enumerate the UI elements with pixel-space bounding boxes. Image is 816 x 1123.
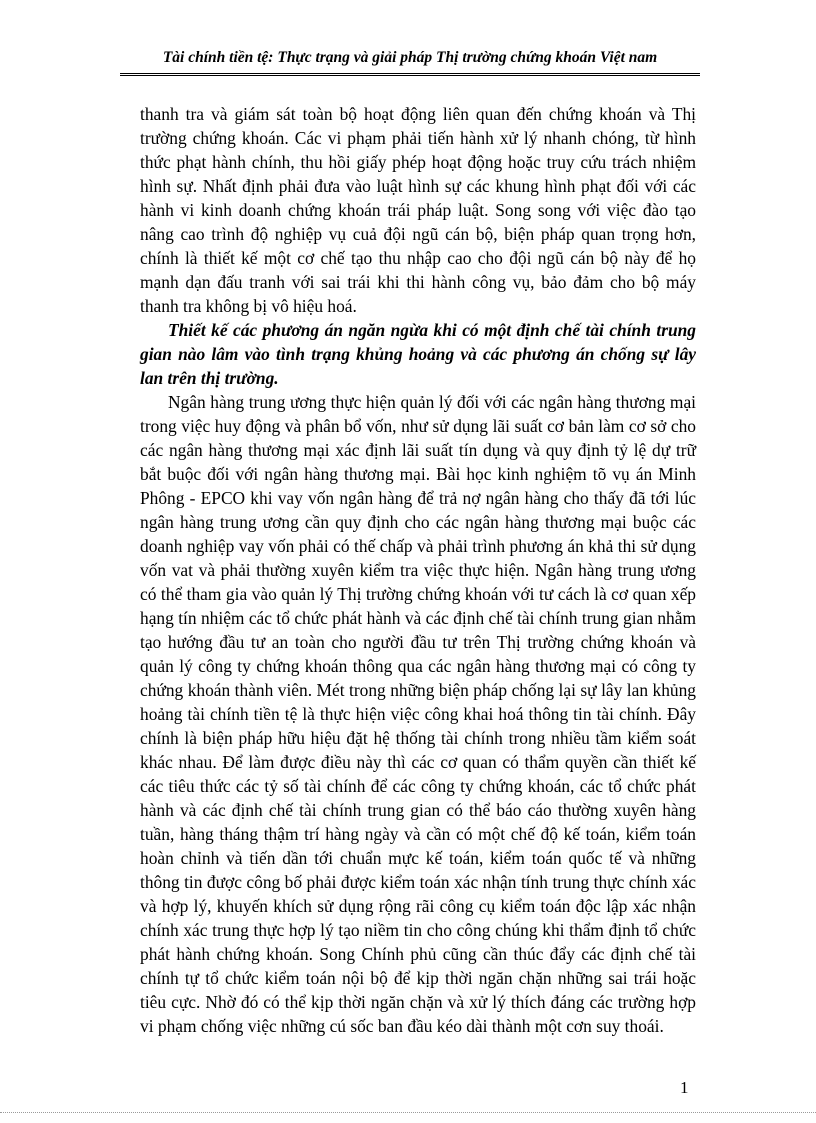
page-bottom-border — [0, 1112, 816, 1113]
document-body — [140, 102, 696, 1038]
section-heading: Thiết kế các phương án ngăn ngừa khi có một định chế tài chính trung gian nào lâm vào tình trạng khủng hoảng và các phương án chống sự lây lan trên thị trường. — [140, 320, 696, 388]
page-number: 1 — [680, 1078, 689, 1097]
running-header: Tài chính tiền tệ: Thực trạng và giải pháp Thị trường chứng khoán Việt nam — [120, 48, 700, 76]
paragraph-continuation: thanh tra và giám sát toàn bộ hoạt động liên quan đến chứng khoán và Thị trường chứng khoán. Các vi phạm phải tiến hành xử lý nhanh chóng, từ hình thức phạt hành chính, thu hồi giấy phép hoạt động hoặc truy cứu trách nhiệm hình sự. Nhất định phải đưa vào luật hình sự các khung hình phạt đối với các hành vi kinh doanh chứng khoán trái pháp luật. Song song với việc đào tạo nâng cao trình độ nghiệp vụ cuả đội ngũ cán bộ, biện pháp quan trọng hơn, chính là thiết kế một cơ chế tạo thu nhập cao cho đội ngũ cán bộ này để họ mạnh dạn đấu tranh với sai trái khi thi hành công vụ, bảo đảm cho bộ máy thanh tra không bị vô hiệu hoá. — [140, 104, 696, 316]
paragraph-central-bank: Ngân hàng trung ương thực hiện quản lý đối với các ngân hàng thương mại trong việc huy động và phân bổ vốn, như sử dụng lãi suất cơ bản làm cơ sở cho các ngân hàng thương mại xác định lãi suất tín dụng và quy định tỷ lệ dự trữ bắt buộc đối với ngân hàng thương mại. Bài học kinh nghiệm tõ vụ án Minh Phông - EPCO khi vay vốn ngân hàng để trả nợ ngân hàng cho thấy đã tới lúc ngân hàng trung ương cần quy định cho các ngân hàng thương mại buộc các doanh nghiệp vay vốn phải có thế chấp và phải trình phương án khả thi sử dụng vốn vat và phải thường xuyên kiểm tra việc thực hiện. Ngân hàng trung ương có thể tham gia vào quản lý Thị trường chứng khoán với tư cách là cơ quan xếp hạng tín nhiệm các tổ chức phát hành và các định chế tài chính trung gian nhằm tạo hướng đầu tư an toàn cho người đầu tư trên Thị trường chứng khoán và quản lý công ty chứng khoán thông qua các ngân hàng thương mại có công ty chứng khoán thành viên. Mét trong những biện pháp chống lại sự lây lan khủng hoảng tài chính tiền tệ là thực hiện việc công khai hoá thông tin tài chính. Đây chính là biện pháp hữu hiệu đặt hệ thống tài chính trong nhiều tầm kiểm soát khác nhau. Để làm được điều này thì các cơ quan có thẩm quyền cần thiết kế các tiêu thức các tỷ số tài chính để các công ty chứng khoán, các tổ chức phát hành và các định chế tài chính trung gian có thể báo cáo thường xuyên hàng tuần, hàng tháng thậm trí hàng ngày và cần có một chế độ kế toán, kiểm toán hoàn chỉnh và tiến dần tới chuẩn mực kế toán, kiểm toán quốc tế và những thông tin được công bố phải được kiểm toán xác nhận tính trung thực chính xác và hợp lý, khuyến khích sử dụng rộng rãi công cụ kiểm toán độc lập xác nhận chính xác trung thực hợp lý tạo niềm tin cho công chúng khi thẩm định tổ chức phát hành chứng khoán. Song Chính phủ cũng cần thúc đẩy các định chế tài chính tự tổ chức kiểm toán nội bộ để kịp thời ngăn chặn những sai trái hoặc tiêu cực. Nhờ đó có thể kịp thời ngăn chặn và xử lý thích đáng các trường hợp vi phạm chống việc những cú sốc ban đầu kéo dài thành một cơn suy thoái. — [140, 392, 696, 1036]
